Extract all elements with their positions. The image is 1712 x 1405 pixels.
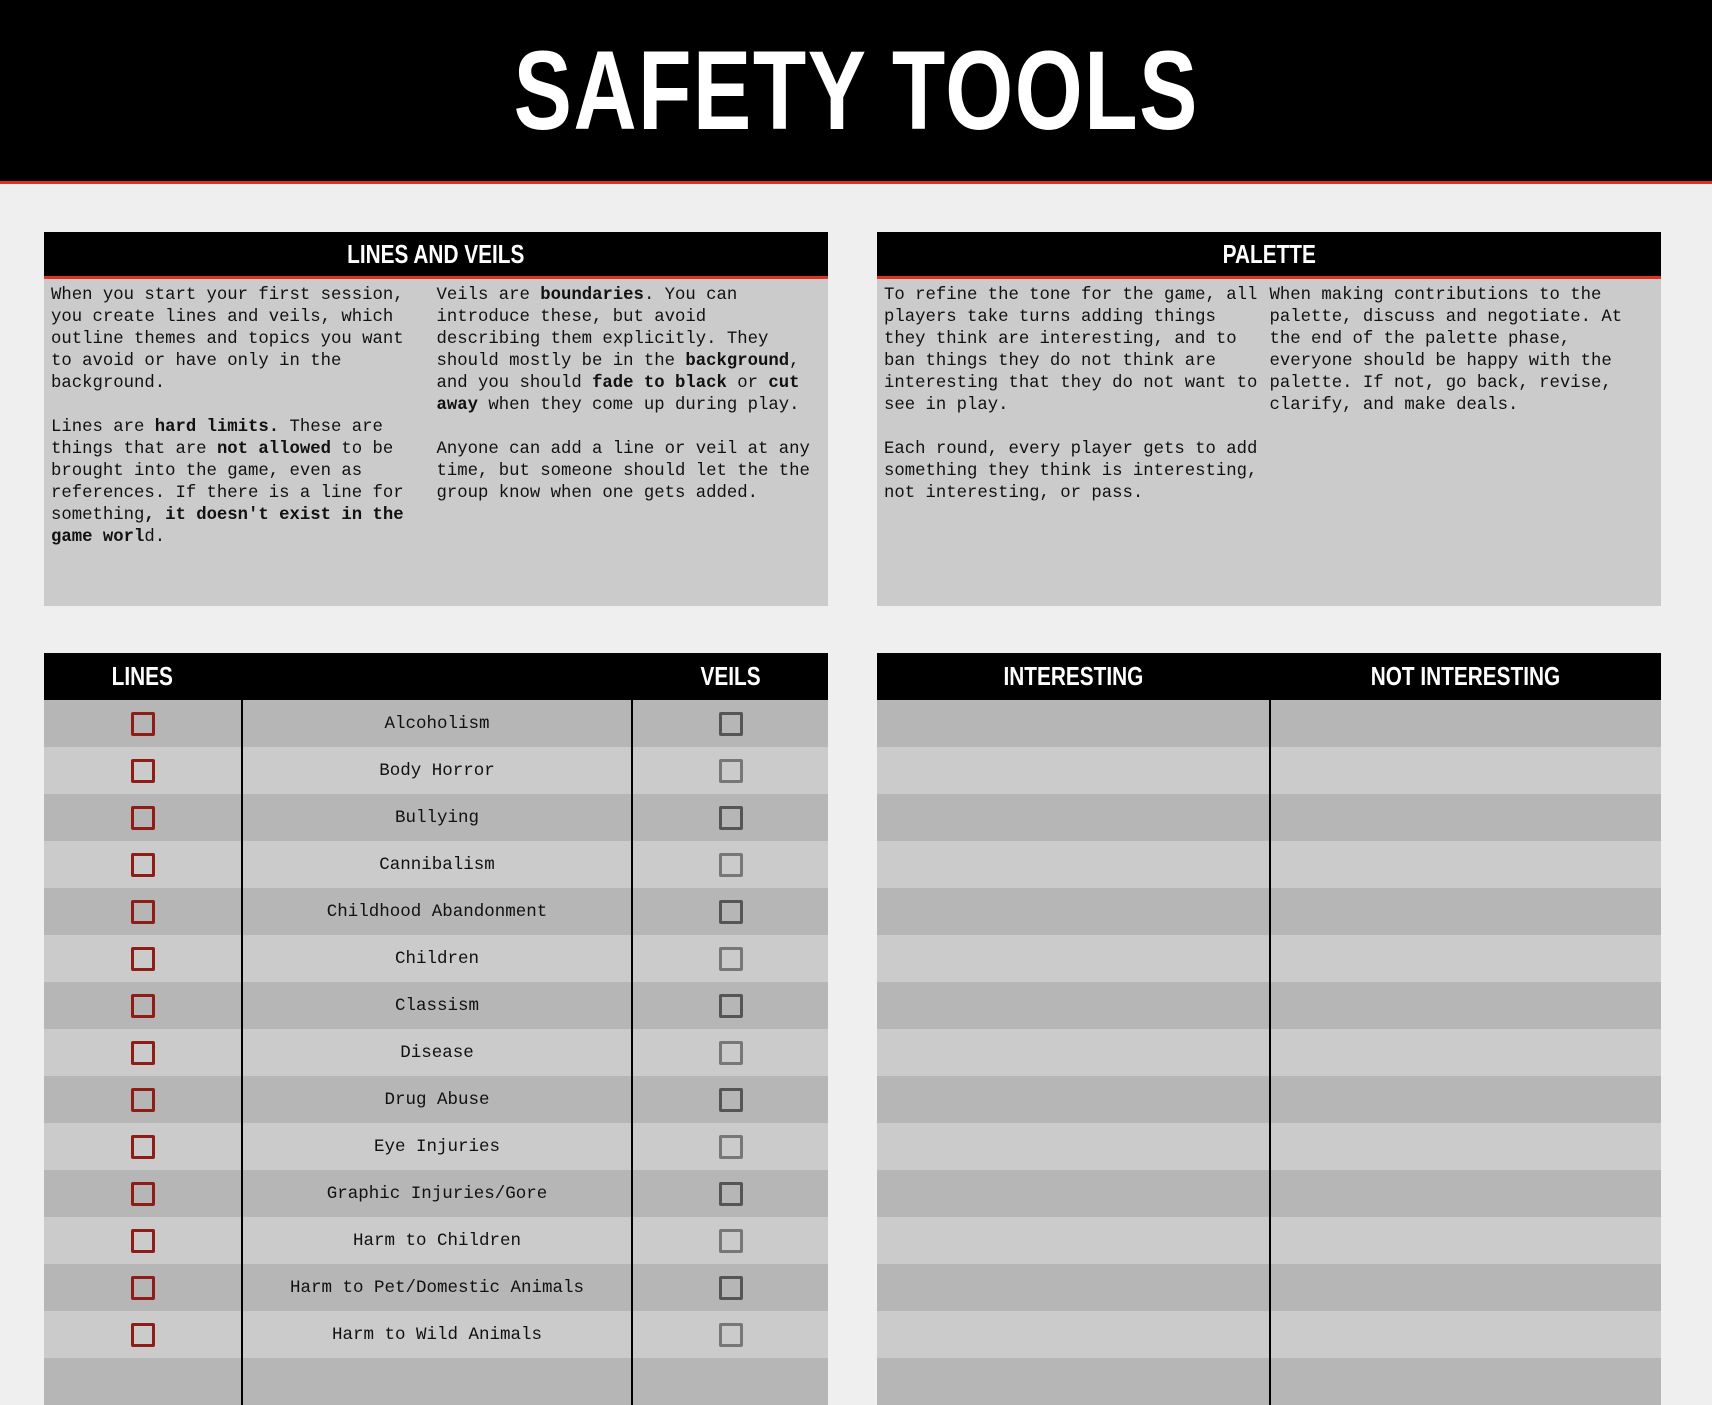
interesting-cell[interactable] xyxy=(877,1170,1269,1217)
line-checkbox[interactable] xyxy=(131,1088,155,1112)
table-row xyxy=(44,1217,828,1264)
not-interesting-cell[interactable] xyxy=(1269,982,1661,1029)
interesting-cell[interactable] xyxy=(877,747,1269,794)
lines-header: LINES xyxy=(111,661,174,691)
not-interesting-cell[interactable] xyxy=(1269,1029,1661,1076)
veil-checkbox[interactable] xyxy=(719,1182,743,1206)
veil-checkbox[interactable] xyxy=(719,1135,743,1159)
topic-label: Drug Abuse xyxy=(384,1089,490,1110)
line-checkbox[interactable] xyxy=(131,1323,155,1347)
not-interesting-cell[interactable] xyxy=(1269,747,1661,794)
palette-row xyxy=(877,1123,1661,1170)
palette-row xyxy=(877,1358,1661,1405)
not-interesting-cell[interactable] xyxy=(1269,700,1661,747)
interesting-cell[interactable] xyxy=(877,1311,1269,1358)
table-row xyxy=(44,841,828,888)
palette-table xyxy=(877,653,1661,1405)
topic-label: Childhood Abandonment xyxy=(326,901,548,922)
table-row xyxy=(44,888,828,935)
interesting-cell[interactable] xyxy=(877,1217,1269,1264)
line-checkbox[interactable] xyxy=(131,759,155,783)
veil-checkbox[interactable] xyxy=(719,712,743,736)
not-interesting-cell[interactable] xyxy=(1269,935,1661,982)
palette-row xyxy=(877,747,1661,794)
topic-label: Harm to Children xyxy=(352,1230,522,1251)
line-checkbox[interactable] xyxy=(131,1229,155,1253)
veil-checkbox[interactable] xyxy=(719,806,743,830)
topic-label: Disease xyxy=(400,1042,474,1063)
palette-row xyxy=(877,1076,1661,1123)
interesting-cell[interactable] xyxy=(877,888,1269,935)
interesting-cell[interactable] xyxy=(877,1029,1269,1076)
table-row xyxy=(44,1123,828,1170)
page-title: SAFETY TOOLS xyxy=(513,28,1199,153)
veil-checkbox[interactable] xyxy=(719,1276,743,1300)
palette-row xyxy=(877,1170,1661,1217)
line-checkbox[interactable] xyxy=(131,806,155,830)
palette-row xyxy=(877,888,1661,935)
topic-label: Bullying xyxy=(394,807,479,828)
lines-veils-text-left: When you start your first session, you create lines and veils, which outline themes and topics you want to avoid or have only in the background. Lines are hard limits. These are things that are not allowed to be brought into the game, even as references. If there is a line for something, it doesn't exist in the game world. xyxy=(51,286,414,547)
table-row xyxy=(44,935,828,982)
palette-row xyxy=(877,1264,1661,1311)
line-checkbox[interactable] xyxy=(131,1182,155,1206)
not-interesting-header: NOT INTERESTING xyxy=(1370,661,1560,691)
not-interesting-cell[interactable] xyxy=(1269,841,1661,888)
interesting-cell[interactable] xyxy=(877,1076,1269,1123)
not-interesting-cell[interactable] xyxy=(1269,1264,1661,1311)
line-checkbox[interactable] xyxy=(131,853,155,877)
table-row xyxy=(44,1076,828,1123)
lines-veils-table xyxy=(44,653,828,1405)
veil-checkbox[interactable] xyxy=(719,900,743,924)
veil-checkbox[interactable] xyxy=(719,947,743,971)
panel-title: PALETTE xyxy=(1222,238,1316,269)
interesting-cell[interactable] xyxy=(877,794,1269,841)
interesting-cell[interactable] xyxy=(877,700,1269,747)
table-row xyxy=(44,747,828,794)
table-row xyxy=(44,1311,828,1358)
not-interesting-cell[interactable] xyxy=(1269,1076,1661,1123)
interesting-cell[interactable] xyxy=(877,1264,1269,1311)
interesting-header: INTERESTING xyxy=(1003,661,1143,691)
topic-label: Harm to Pet/Domestic Animals xyxy=(289,1277,585,1298)
line-checkbox[interactable] xyxy=(131,947,155,971)
veil-checkbox[interactable] xyxy=(719,759,743,783)
palette-row xyxy=(877,841,1661,888)
not-interesting-cell[interactable] xyxy=(1269,1170,1661,1217)
topic-label: Cannibalism xyxy=(379,854,495,875)
interesting-cell[interactable] xyxy=(877,1123,1269,1170)
not-interesting-cell[interactable] xyxy=(1269,1123,1661,1170)
interesting-cell[interactable] xyxy=(877,982,1269,1029)
palette-row xyxy=(877,1311,1661,1358)
palette-panel xyxy=(877,232,1661,606)
table-row xyxy=(44,1029,828,1076)
palette-row xyxy=(877,1217,1661,1264)
veils-header: VEILS xyxy=(700,661,761,691)
table-row xyxy=(44,1264,828,1311)
table-row xyxy=(44,700,828,747)
not-interesting-cell[interactable] xyxy=(1269,794,1661,841)
line-checkbox[interactable] xyxy=(131,994,155,1018)
palette-row xyxy=(877,982,1661,1029)
veil-checkbox[interactable] xyxy=(719,853,743,877)
lines-and-veils-panel xyxy=(44,232,828,606)
topic-label: Graphic Injuries/Gore xyxy=(326,1183,548,1204)
interesting-cell[interactable] xyxy=(877,935,1269,982)
topic-label: Children xyxy=(394,948,479,969)
table-row xyxy=(44,1170,828,1217)
interesting-cell[interactable] xyxy=(877,1358,1269,1405)
veil-checkbox[interactable] xyxy=(719,1323,743,1347)
palette-text-right: When making contributions to the palette, discuss and negotiate. At the end of the palette phase, everyone should be happy with the palette. If not, go back, revise, clarify, and make deals. xyxy=(1269,286,1633,415)
topic-label: Classism xyxy=(394,995,479,1016)
topic-label: Alcoholism xyxy=(384,713,490,734)
line-checkbox[interactable] xyxy=(131,712,155,736)
panel-title: LINES AND VEILS xyxy=(347,238,525,269)
topic-label: Body Horror xyxy=(379,760,495,781)
not-interesting-cell[interactable] xyxy=(1269,1217,1661,1264)
table-row xyxy=(44,794,828,841)
palette-row xyxy=(877,794,1661,841)
not-interesting-cell[interactable] xyxy=(1269,1311,1661,1358)
veil-checkbox[interactable] xyxy=(719,1088,743,1112)
line-checkbox[interactable] xyxy=(131,900,155,924)
not-interesting-cell[interactable] xyxy=(1269,1358,1661,1405)
line-checkbox[interactable] xyxy=(131,1135,155,1159)
veil-checkbox[interactable] xyxy=(719,994,743,1018)
palette-row xyxy=(877,1029,1661,1076)
veil-checkbox[interactable] xyxy=(719,1229,743,1253)
topic-label: Eye Injuries xyxy=(373,1136,501,1157)
veil-checkbox[interactable] xyxy=(719,1041,743,1065)
lines-veils-text-right: Veils are boundaries. You can introduce these, but avoid describing them explicitly. They should mostly be in the background, and you should fade to black or cut away when they come up during play. Anyone can add a line or veil at any time, but someone should let the the group know when one gets added. xyxy=(436,286,821,503)
table-row xyxy=(44,1358,828,1405)
palette-row xyxy=(877,935,1661,982)
line-checkbox[interactable] xyxy=(131,1276,155,1300)
table-row xyxy=(44,982,828,1029)
palette-row xyxy=(877,700,1661,747)
topic-label: Harm to Wild Animals xyxy=(331,1324,543,1345)
not-interesting-cell[interactable] xyxy=(1269,888,1661,935)
page-header xyxy=(0,0,1712,184)
interesting-cell[interactable] xyxy=(877,841,1269,888)
palette-text-left: To refine the tone for the game, all players take turns adding things they think are interesting, and to ban things they do not think are interesting that they do not want to see in play. Each round, every player gets to add something they think is interesting, not interesting, or pass. xyxy=(884,286,1268,503)
line-checkbox[interactable] xyxy=(131,1041,155,1065)
